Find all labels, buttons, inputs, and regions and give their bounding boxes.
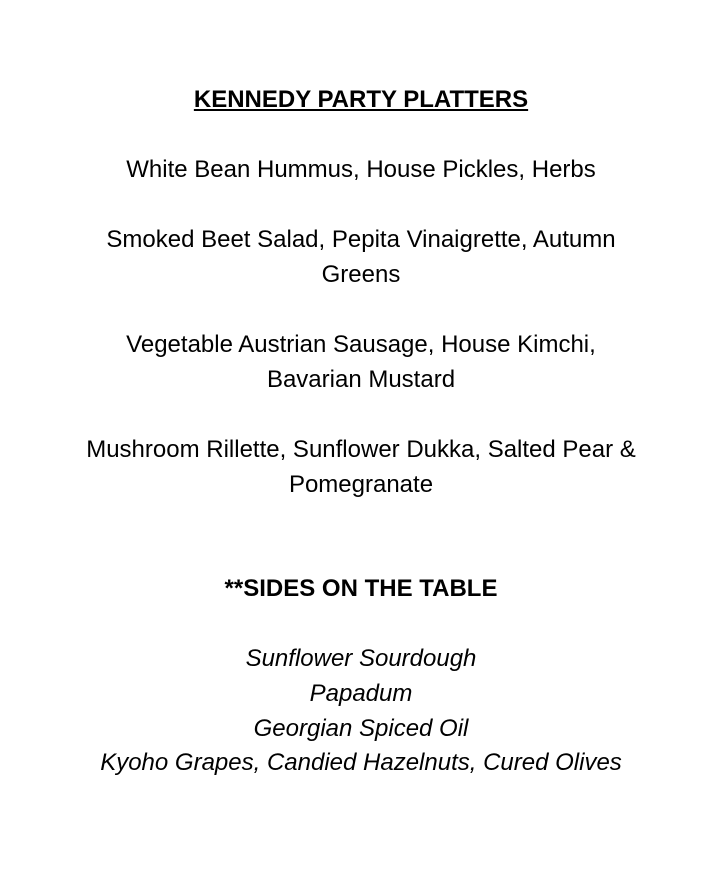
side-item-grapes-olives: Kyoho Grapes, Candied Hazelnuts, Cured Olives bbox=[100, 749, 622, 776]
platter-item-sausage: Vegetable Austrian Sausage, House Kimchi, Bavarian Mustard bbox=[126, 331, 596, 393]
sides-title: **SIDES ON THE TABLE bbox=[224, 575, 498, 602]
side-item-sourdough: Sunflower Sourdough bbox=[245, 645, 477, 672]
side-item-spiced-oil: Georgian Spiced Oil bbox=[253, 715, 469, 742]
platters-title: KENNEDY PARTY PLATTERS bbox=[193, 86, 529, 113]
platter-item-beet-salad: Smoked Beet Salad, Pepita Vinaigrette, Autumn Greens bbox=[106, 226, 616, 288]
platter-item-rillette: Mushroom Rillette, Sunflower Dukka, Salted Pear & Pomegranate bbox=[86, 436, 636, 498]
side-item-papadum: Papadum bbox=[309, 680, 413, 707]
platter-item-hummus: White Bean Hummus, House Pickles, Herbs bbox=[126, 156, 596, 183]
